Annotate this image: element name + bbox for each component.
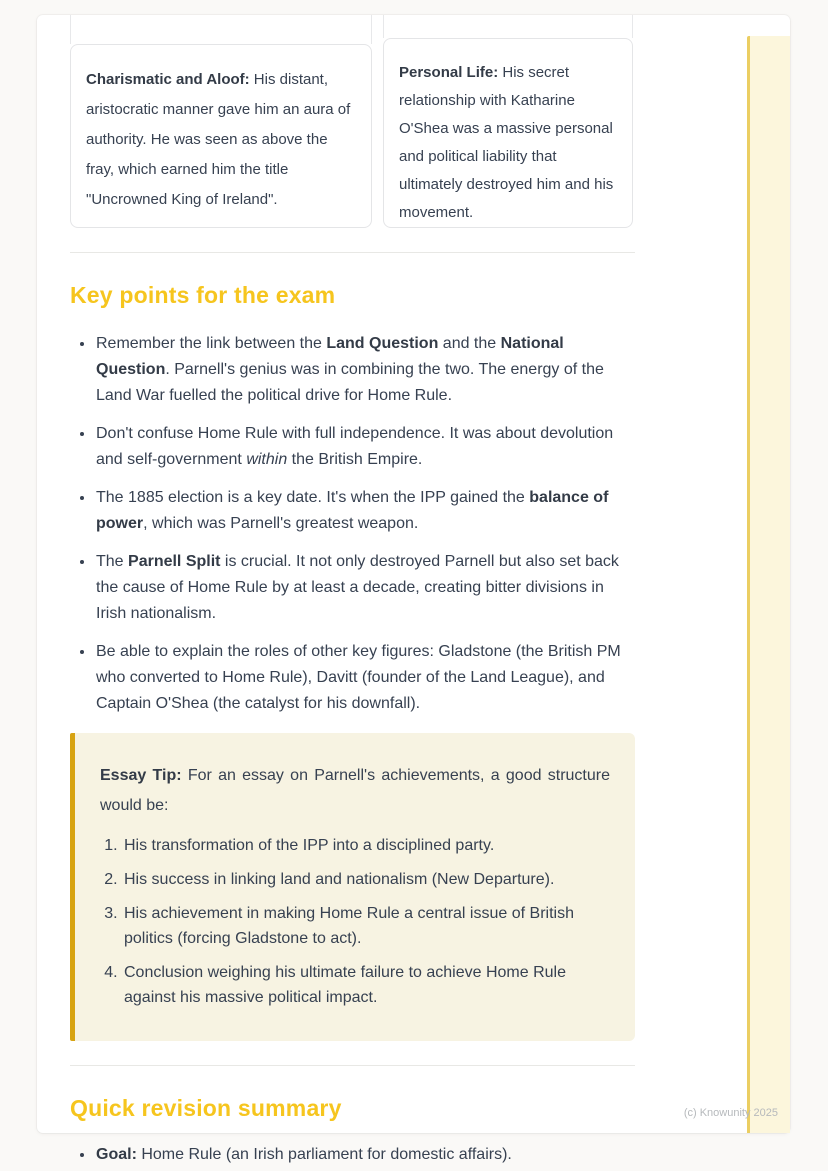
card-column-left	[70, 15, 372, 228]
bold-text: Parnell Split	[128, 553, 221, 570]
italic-text: within	[246, 451, 288, 468]
text: Home Rule (an Irish parliament for domestic affairs).	[136, 1146, 512, 1163]
text: . Parnell's genius was in combining the two. The energy of the Land War fuelled the political drive for Home Rule.	[96, 361, 604, 404]
bold-text: Personal Life:	[399, 64, 499, 81]
copyright-notice: (c) Knowunity 2025	[683, 1107, 778, 1119]
card-text	[399, 59, 617, 227]
text: and the	[438, 335, 501, 352]
bold-text: Essay Tip:	[100, 767, 182, 784]
list-item	[95, 639, 635, 717]
text: The	[96, 553, 129, 570]
text: is crucial. It not only destroyed Parnell but also set back the cause of Home Rule by at least a decade, creating bitter divisions in Irish nationalism.	[96, 553, 619, 622]
list-item: 1. His transformation of the IPP into a disciplined party.	[122, 833, 610, 858]
bold-text: Goal:	[96, 1146, 137, 1163]
cropped-card-above-right	[383, 15, 633, 38]
list-item	[95, 549, 635, 627]
essay-tip-intro	[100, 761, 610, 821]
text: , which was Parnell's greatest weapon.	[143, 515, 419, 532]
page-edge-ribbon	[747, 36, 790, 1133]
essay-tip-callout	[70, 733, 635, 1041]
text: Remember the link between the	[96, 335, 327, 352]
card-personal-life	[383, 38, 633, 228]
text: The 1885 election is a key date. It's when the IPP gained the	[96, 489, 530, 506]
list-item: 4. Conclusion weighing his ultimate failure to achieve Home Rule against his massive political impact.	[122, 960, 610, 1010]
text: the British Empire.	[287, 451, 423, 468]
quick-summary-list	[70, 1142, 635, 1168]
card-column-right	[383, 15, 633, 228]
section-heading-quick-summary: Quick revision summary	[70, 1095, 342, 1121]
list-item	[95, 1142, 635, 1168]
section-divider	[70, 252, 635, 253]
cropped-card-above-left	[70, 15, 372, 44]
text: Be able to explain the roles of other key figures: Gladstone (the British PM who converted to Home Rule), Davitt (founder of the Land League), and Captain O'Shea (the catalyst for his downfall).	[96, 643, 621, 712]
bold-text: National Question	[96, 335, 564, 378]
text: For an essay on Parnell's achievements, a good structure would be:	[100, 767, 611, 814]
section-divider	[70, 1065, 635, 1066]
essay-structure-list	[100, 833, 610, 1010]
list-item	[95, 331, 635, 409]
page-content	[70, 15, 635, 1168]
text: Don't confuse Home Rule with full independence. It was about devolution and self-government	[96, 425, 614, 468]
key-points-list	[70, 331, 635, 717]
list-item: 3. His achievement in making Home Rule a central issue of British politics (forcing Gladstone to act).	[122, 901, 610, 951]
bold-text: Land Question	[326, 335, 439, 352]
document-page	[37, 15, 790, 1163]
info-cards-row	[70, 15, 635, 228]
card-charismatic-aloof	[70, 44, 372, 228]
bold-text: balance of power	[96, 489, 609, 532]
bold-text: Charismatic and Aloof:	[86, 71, 250, 88]
list-item	[95, 421, 635, 473]
list-item: 2. His success in linking land and nationalism (New Departure).	[122, 867, 610, 892]
section-heading-key-points: Key points for the exam	[70, 282, 336, 308]
text: His secret relationship with Katharine O'Shea was a massive personal and political liability that ultimately destroyed him and his movement.	[399, 64, 614, 221]
card-text	[86, 65, 356, 215]
text: His distant, aristocratic manner gave him an aura of authority. He was seen as above the fray, which earned him the title "Uncrowned King of Ireland".	[86, 71, 351, 208]
list-item	[95, 485, 635, 537]
